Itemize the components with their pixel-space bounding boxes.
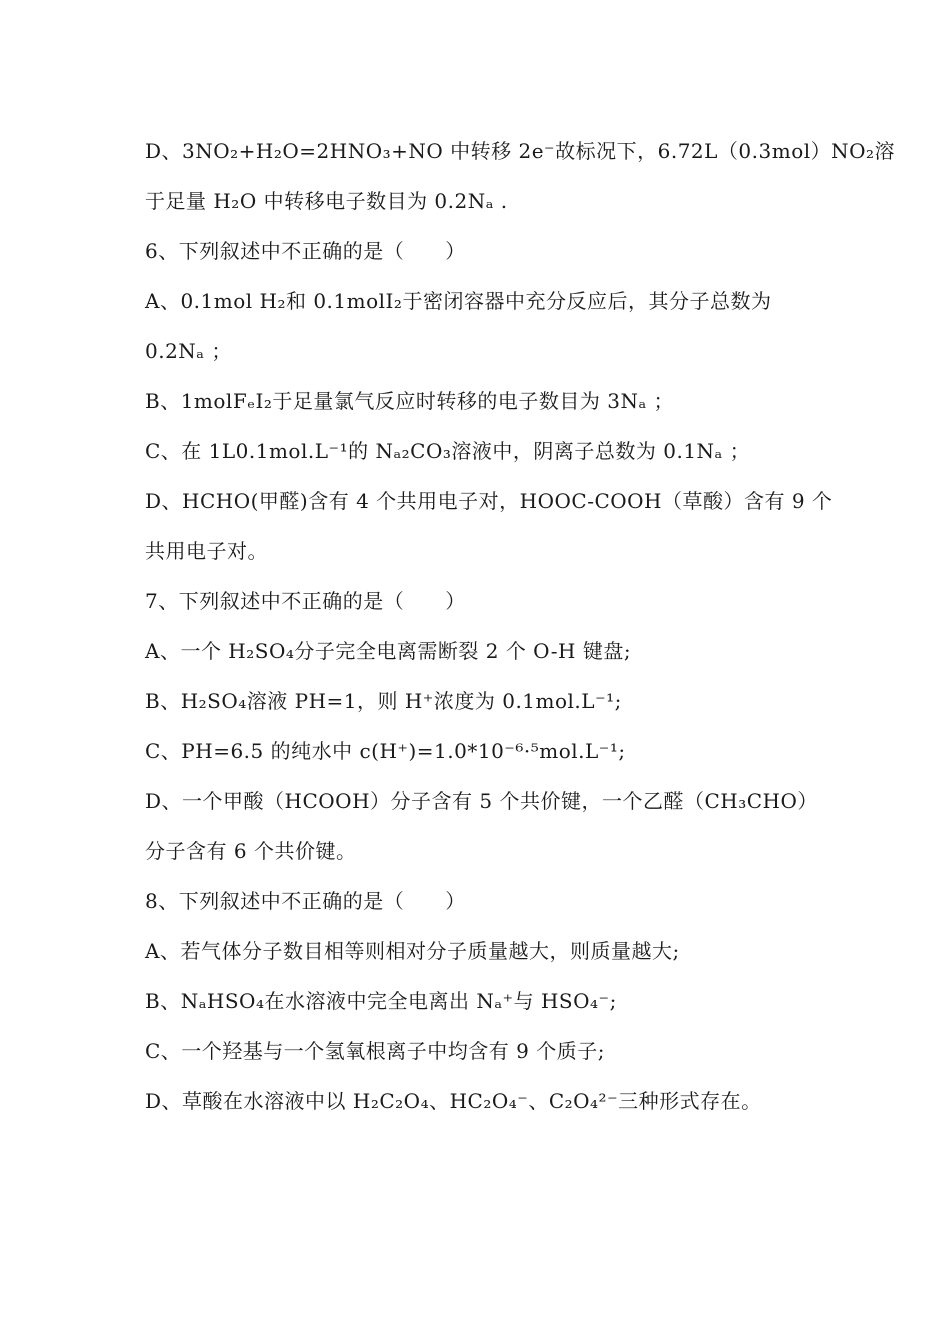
- text-line: 0.2Nₐ ；: [145, 339, 232, 363]
- question-heading: 7、下列叙述中不正确的是（ ）: [145, 589, 466, 613]
- option-text: B、H₂SO₄溶液 PH=1，则 H⁺浓度为 0.1mol.L⁻¹;: [145, 689, 622, 713]
- option-text: D、一个甲酸（HCOOH）分子含有 5 个共价键，一个乙醛（CH₃CHO）: [145, 789, 818, 813]
- option-text: B、NₐHSO₄在水溶液中完全电离出 Nₐ⁺与 HSO₄⁻;: [145, 989, 617, 1013]
- question-heading: 8、下列叙述中不正确的是（ ）: [145, 889, 466, 913]
- text-line: 分子含有 6 个共价键。: [145, 839, 357, 863]
- option-text: A、一个 H₂SO₄分子完全电离需断裂 2 个 O-H 键盘;: [145, 639, 632, 663]
- option-text: D、草酸在水溶液中以 H₂C₂O₄、HC₂O₄⁻、C₂O₄²⁻三种形式存在。: [145, 1089, 762, 1113]
- text-line: D、3NO₂+H₂O=2HNO₃+NO 中转移 2e⁻故标况下，6.72L（0.3mol）NO₂溶: [145, 139, 896, 163]
- text-line: 于足量 H₂O 中转移电子数目为 0.2Nₐ .: [145, 189, 508, 213]
- text-line: 共用电子对。: [145, 539, 268, 563]
- option-text: D、HCHO(甲醛)含有 4 个共用电子对，HOOC-COOH（草酸）含有 9 个: [145, 489, 833, 513]
- option-text: C、在 1L0.1mol.L⁻¹的 Nₐ₂CO₃溶液中，阴离子总数为 0.1Nₐ ；: [145, 439, 751, 463]
- option-text: C、PH=6.5 的纯水中 c(H⁺)=1.0*10⁻⁶·⁵mol.L⁻¹;: [145, 739, 626, 763]
- option-text: A、若气体分子数目相等则相对分子质量越大，则质量越大;: [145, 939, 680, 963]
- option-text: A、0.1mol H₂和 0.1molI₂于密闭容器中充分反应后，其分子总数为: [145, 289, 772, 313]
- question-heading: 6、下列叙述中不正确的是（ ）: [145, 239, 466, 263]
- option-text: B、1molFₑI₂于足量氯气反应时转移的电子数目为 3Nₐ ；: [145, 389, 675, 413]
- option-text: C、一个羟基与一个氢氧根离子中均含有 9 个质子;: [145, 1039, 605, 1063]
